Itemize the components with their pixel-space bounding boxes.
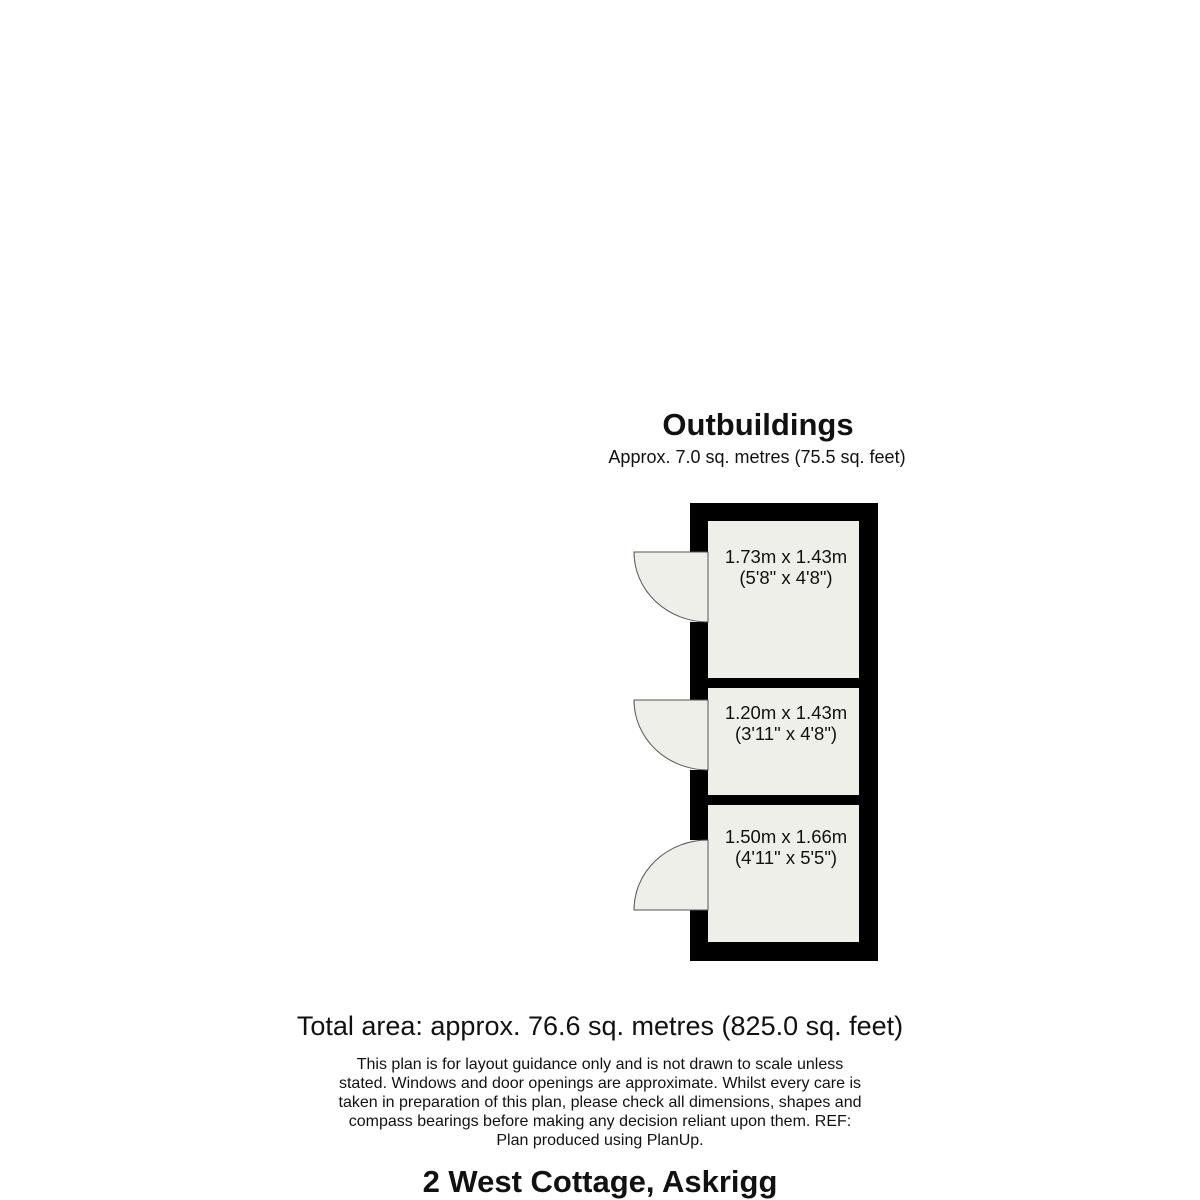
- floor-title: Outbuildings: [662, 407, 854, 442]
- floor-area: Approx. 7.0 sq. metres (75.5 sq. feet): [608, 447, 906, 467]
- room-2-dimensions: [708, 702, 864, 744]
- disclaimer-line: Plan produced using PlanUp.: [496, 1132, 704, 1149]
- room-3-imperial: (4'11" x 5'5"): [734, 847, 838, 868]
- room-1-floor: [708, 521, 859, 678]
- disclaimer: [300, 1055, 900, 1150]
- door-swing-3: [634, 840, 708, 910]
- property-address: 2 West Cottage, Askrigg: [422, 1164, 778, 1199]
- room-3-dimensions: [708, 826, 864, 868]
- total-area: Total area: approx. 76.6 sq. metres (825.0 sq. feet): [296, 1011, 904, 1041]
- disclaimer-line: This plan is for layout guidance only and is not drawn to scale unless: [356, 1056, 844, 1073]
- disclaimer-line: compass bearings before making any decision reliant upon them. REF:: [348, 1113, 852, 1130]
- room-1-metric: 1.73m x 1.43m: [724, 546, 848, 567]
- room-3-metric: 1.50m x 1.66m: [724, 826, 848, 847]
- door-swing-2: [634, 700, 708, 770]
- room-2-imperial: (3'11" x 4'8"): [734, 723, 838, 744]
- room-1-imperial: (5'8" x 4'8"): [739, 567, 833, 588]
- room-1-dimensions: [708, 546, 864, 588]
- door-swing-1: [634, 552, 708, 622]
- disclaimer-line: taken in preparation of this plan, please check all dimensions, shapes and: [338, 1094, 862, 1111]
- room-2-metric: 1.20m x 1.43m: [724, 702, 848, 723]
- disclaimer-line: stated. Windows and door openings are approximate. Whilst every care is: [338, 1075, 862, 1092]
